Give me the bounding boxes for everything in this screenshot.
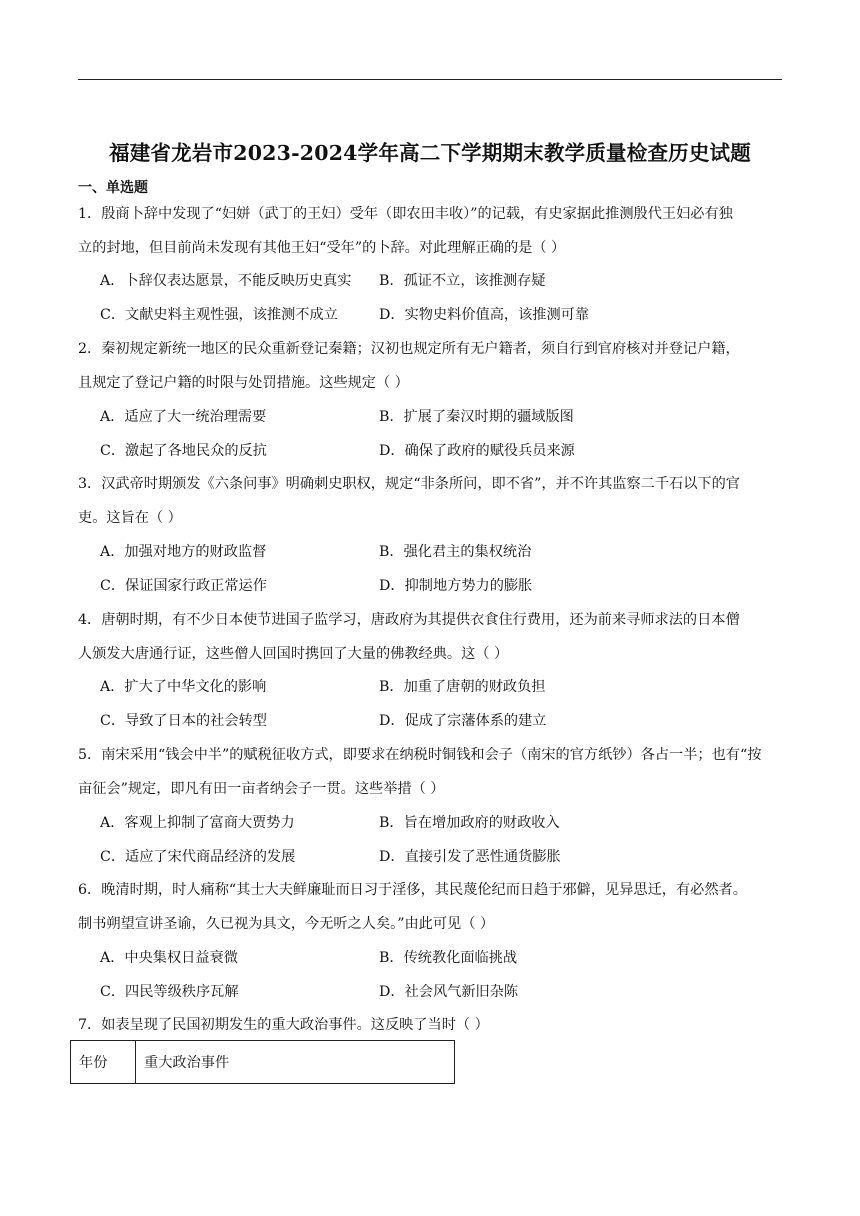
question-5-line-1: 5．南宋采用“钱会中半”的赋税征收方式，即要求在纳税时铜钱和会子（南宋的官方纸钞）各占一半；也有“按 xyxy=(78,747,762,763)
question-5-option-d: D．直接引发了恶性通货膨胀 xyxy=(379,849,561,865)
question-1-option-b: B．孤证不立，该推测存疑 xyxy=(379,273,546,289)
question-5-line-2: 亩征会”规定，即凡有田一亩者纳会子一贯。这些举措（ ） xyxy=(78,781,445,797)
question-3-option-c: C．保证国家行政正常运作 xyxy=(100,578,267,594)
question-3-line-1: 3．汉武帝时期颁发《六条问事》明确刺史职权，规定“非条所问，即不省”，并不许其监察二千石以下的官 xyxy=(78,476,740,492)
question-2-option-c: C．激起了各地民众的反抗 xyxy=(100,443,267,459)
question-5-option-c: C．适应了宋代商品经济的发展 xyxy=(100,849,296,865)
question-5-option-a: A．客观上抑制了富商大贾势力 xyxy=(100,815,295,831)
question-4-option-b: B．加重了唐朝的财政负担 xyxy=(379,679,546,695)
table-header-year: 年份 xyxy=(71,1041,136,1084)
question-1-line-2: 立的封地，但目前尚未发现有其他王妇“受年”的卜辞。对此理解正确的是（ ） xyxy=(78,240,566,256)
question-1-option-a: A．卜辞仅表达愿景，不能反映历史真实 xyxy=(100,273,352,289)
question-6-option-b: B．传统教化面临挑战 xyxy=(379,950,518,966)
question-5-option-b: B．旨在增加政府的财政收入 xyxy=(379,815,560,831)
question-4-line-1: 4．唐朝时期，有不少日本使节进国子监学习，唐政府为其提供衣食住行费用，还为前来寻师求法的日本僧 xyxy=(78,612,740,628)
question-4-option-a: A．扩大了中华文化的影响 xyxy=(100,679,267,695)
question-2-option-b: B．扩展了秦汉时期的疆域版图 xyxy=(379,409,574,425)
question-1-option-d: D．实物史料价值高，该推测可靠 xyxy=(379,307,590,323)
question-3-line-2: 吏。这旨在（ ） xyxy=(78,510,182,526)
question-2-option-a: A．适应了大一统治理需要 xyxy=(100,409,267,425)
question-4-line-2: 人颁发大唐通行证，这些僧人回国时携回了大量的佛教经典。这（ ） xyxy=(78,646,509,662)
header-rule xyxy=(78,79,782,80)
question-6-option-d: D．社会风气新旧杂陈 xyxy=(379,984,519,1000)
question-6-line-1: 6．晚清时期，时人痛称“其士大夫鲜廉耻而日习于淫侈，其民蔑伦纪而日趋于邪僻，见异思迁，有必然者。 xyxy=(78,882,747,898)
table-header-row xyxy=(71,1041,455,1084)
exam-title: 福建省龙岩市2023-2024学年高二下学期期末教学质量检查历史试题 xyxy=(109,141,751,165)
question-6-option-a: A．中央集权日益衰微 xyxy=(100,950,238,966)
question-3-option-b: B．强化君主的集权统治 xyxy=(379,544,532,560)
question-2-line-2: 且规定了登记户籍的时限与处罚措施。这些规定（ ） xyxy=(78,375,409,391)
table-header-event: 重大政治事件 xyxy=(136,1041,455,1084)
question-6-line-2: 制书朔望宣讲圣谕，久已视为具文，今无听之人矣。”由此可见（ ） xyxy=(78,916,495,932)
question-7-table xyxy=(70,1040,455,1084)
question-4-option-c: C．导致了日本的社会转型 xyxy=(100,713,267,729)
question-4-option-d: D．促成了宗藩体系的建立 xyxy=(379,713,547,729)
question-1-option-c: C．文献史料主观性强，该推测不成立 xyxy=(100,307,338,323)
section-heading: 一、单选题 xyxy=(78,180,148,196)
question-2-line-1: 2．秦初规定新统一地区的民众重新登记秦籍；汉初也规定所有无户籍者，须自行到官府核对并登记户籍， xyxy=(78,341,740,357)
question-3-option-d: D．抑制地方势力的膨胀 xyxy=(379,578,533,594)
question-6-option-c: C．四民等级秩序瓦解 xyxy=(100,984,239,1000)
question-1-line-1: 1．殷商卜辞中发现了“妇姘（武丁的王妇）受年（即农田丰收）”的记载，有史家据此推测殷代王妇必有独 xyxy=(78,206,733,222)
question-7-line-1: 7．如表呈现了民国初期发生的重大政治事件。这反映了当时（ ） xyxy=(78,1017,489,1033)
question-3-option-a: A．加强对地方的财政监督 xyxy=(100,544,267,560)
question-2-option-d: D．确保了政府的赋役兵员来源 xyxy=(379,443,575,459)
